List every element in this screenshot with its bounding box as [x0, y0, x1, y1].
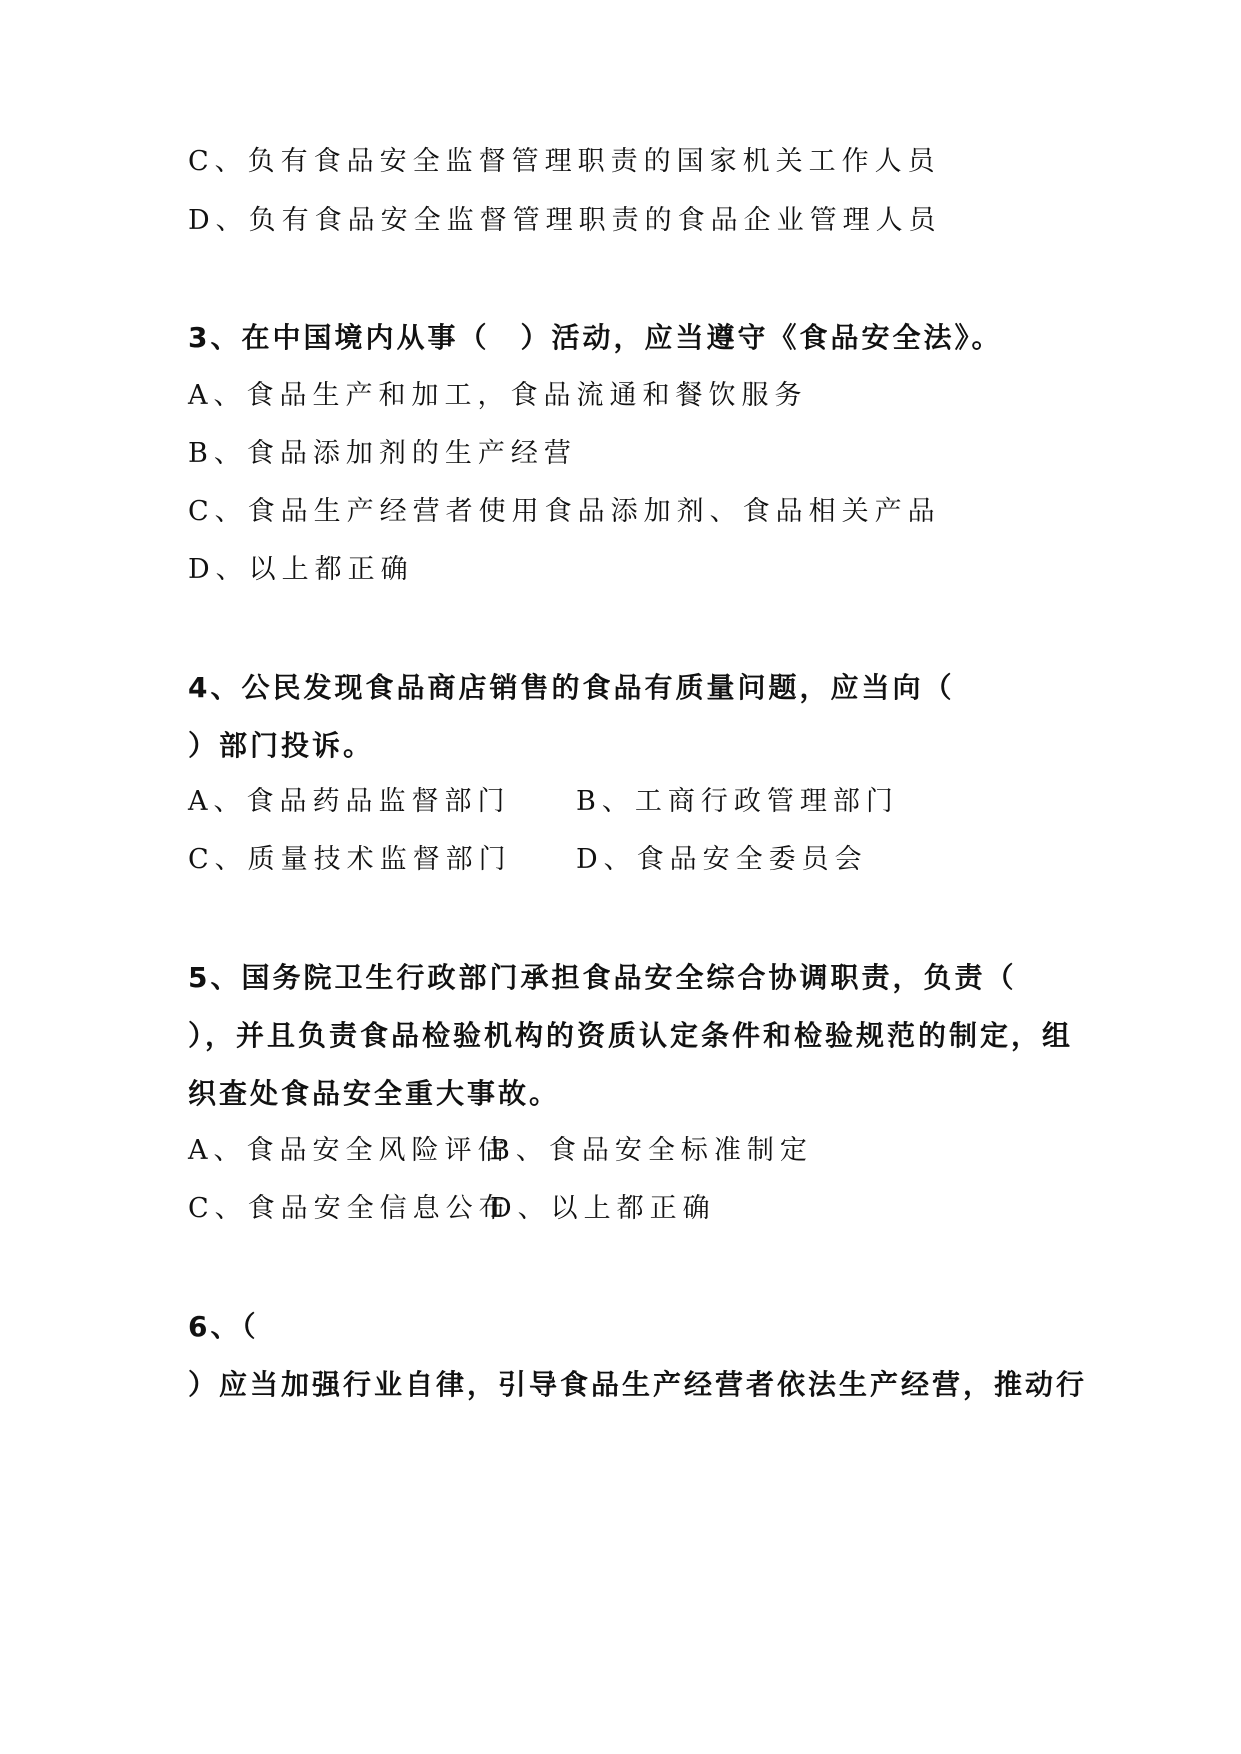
- q5-option-b: B、食品安全标准制定: [490, 1135, 813, 1166]
- prev-option-d: D、负有食品安全监督管理职责的食品企业管理人员: [188, 205, 942, 236]
- question-5-line-2: ），并且负责食品检验机构的资质认定条件和检验规范的制定，组: [188, 1019, 1074, 1052]
- q5-option-a: A、食品安全风险评估: [188, 1135, 511, 1166]
- q4-option-c: C、质量技术监督部门: [188, 844, 512, 875]
- q3-option-c: C、食品生产经营者使用食品添加剂、食品相关产品: [188, 496, 941, 527]
- q3-option-d: D、以上都正确: [188, 554, 414, 585]
- question-6-line-1: 6、（: [188, 1310, 259, 1343]
- prev-option-c: C、负有食品安全监督管理职责的国家机关工作人员: [188, 146, 941, 177]
- question-6-line-2: ）应当加强行业自律，引导食品生产经营者依法生产经营，推动行: [188, 1368, 1088, 1401]
- q3-option-a: A、食品生产和加工，食品流通和餐饮服务: [188, 380, 808, 411]
- q5-option-d: D、以上都正确: [490, 1193, 716, 1224]
- q3-option-b: B、食品添加剂的生产经营: [188, 438, 577, 469]
- question-3-text: 3、在中国境内从事（ ）活动，应当遵守《食品安全法》。: [188, 321, 1003, 354]
- q4-option-d: D、食品安全委员会: [576, 844, 868, 875]
- question-4-line-1: 4、公民发现食品商店销售的食品有质量问题，应当向（: [188, 671, 955, 704]
- q4-option-b: B、工商行政管理部门: [576, 786, 899, 817]
- question-5-line-3: 织查处食品安全重大事故。: [188, 1077, 561, 1110]
- q5-option-c: C、食品安全信息公布: [188, 1193, 512, 1224]
- q4-option-a: A、食品药品监督部门: [188, 786, 511, 817]
- question-5-line-1: 5、国务院卫生行政部门承担食品安全综合协调职责，负责（: [188, 961, 1017, 994]
- question-4-line-2: ）部门投诉。: [188, 729, 375, 762]
